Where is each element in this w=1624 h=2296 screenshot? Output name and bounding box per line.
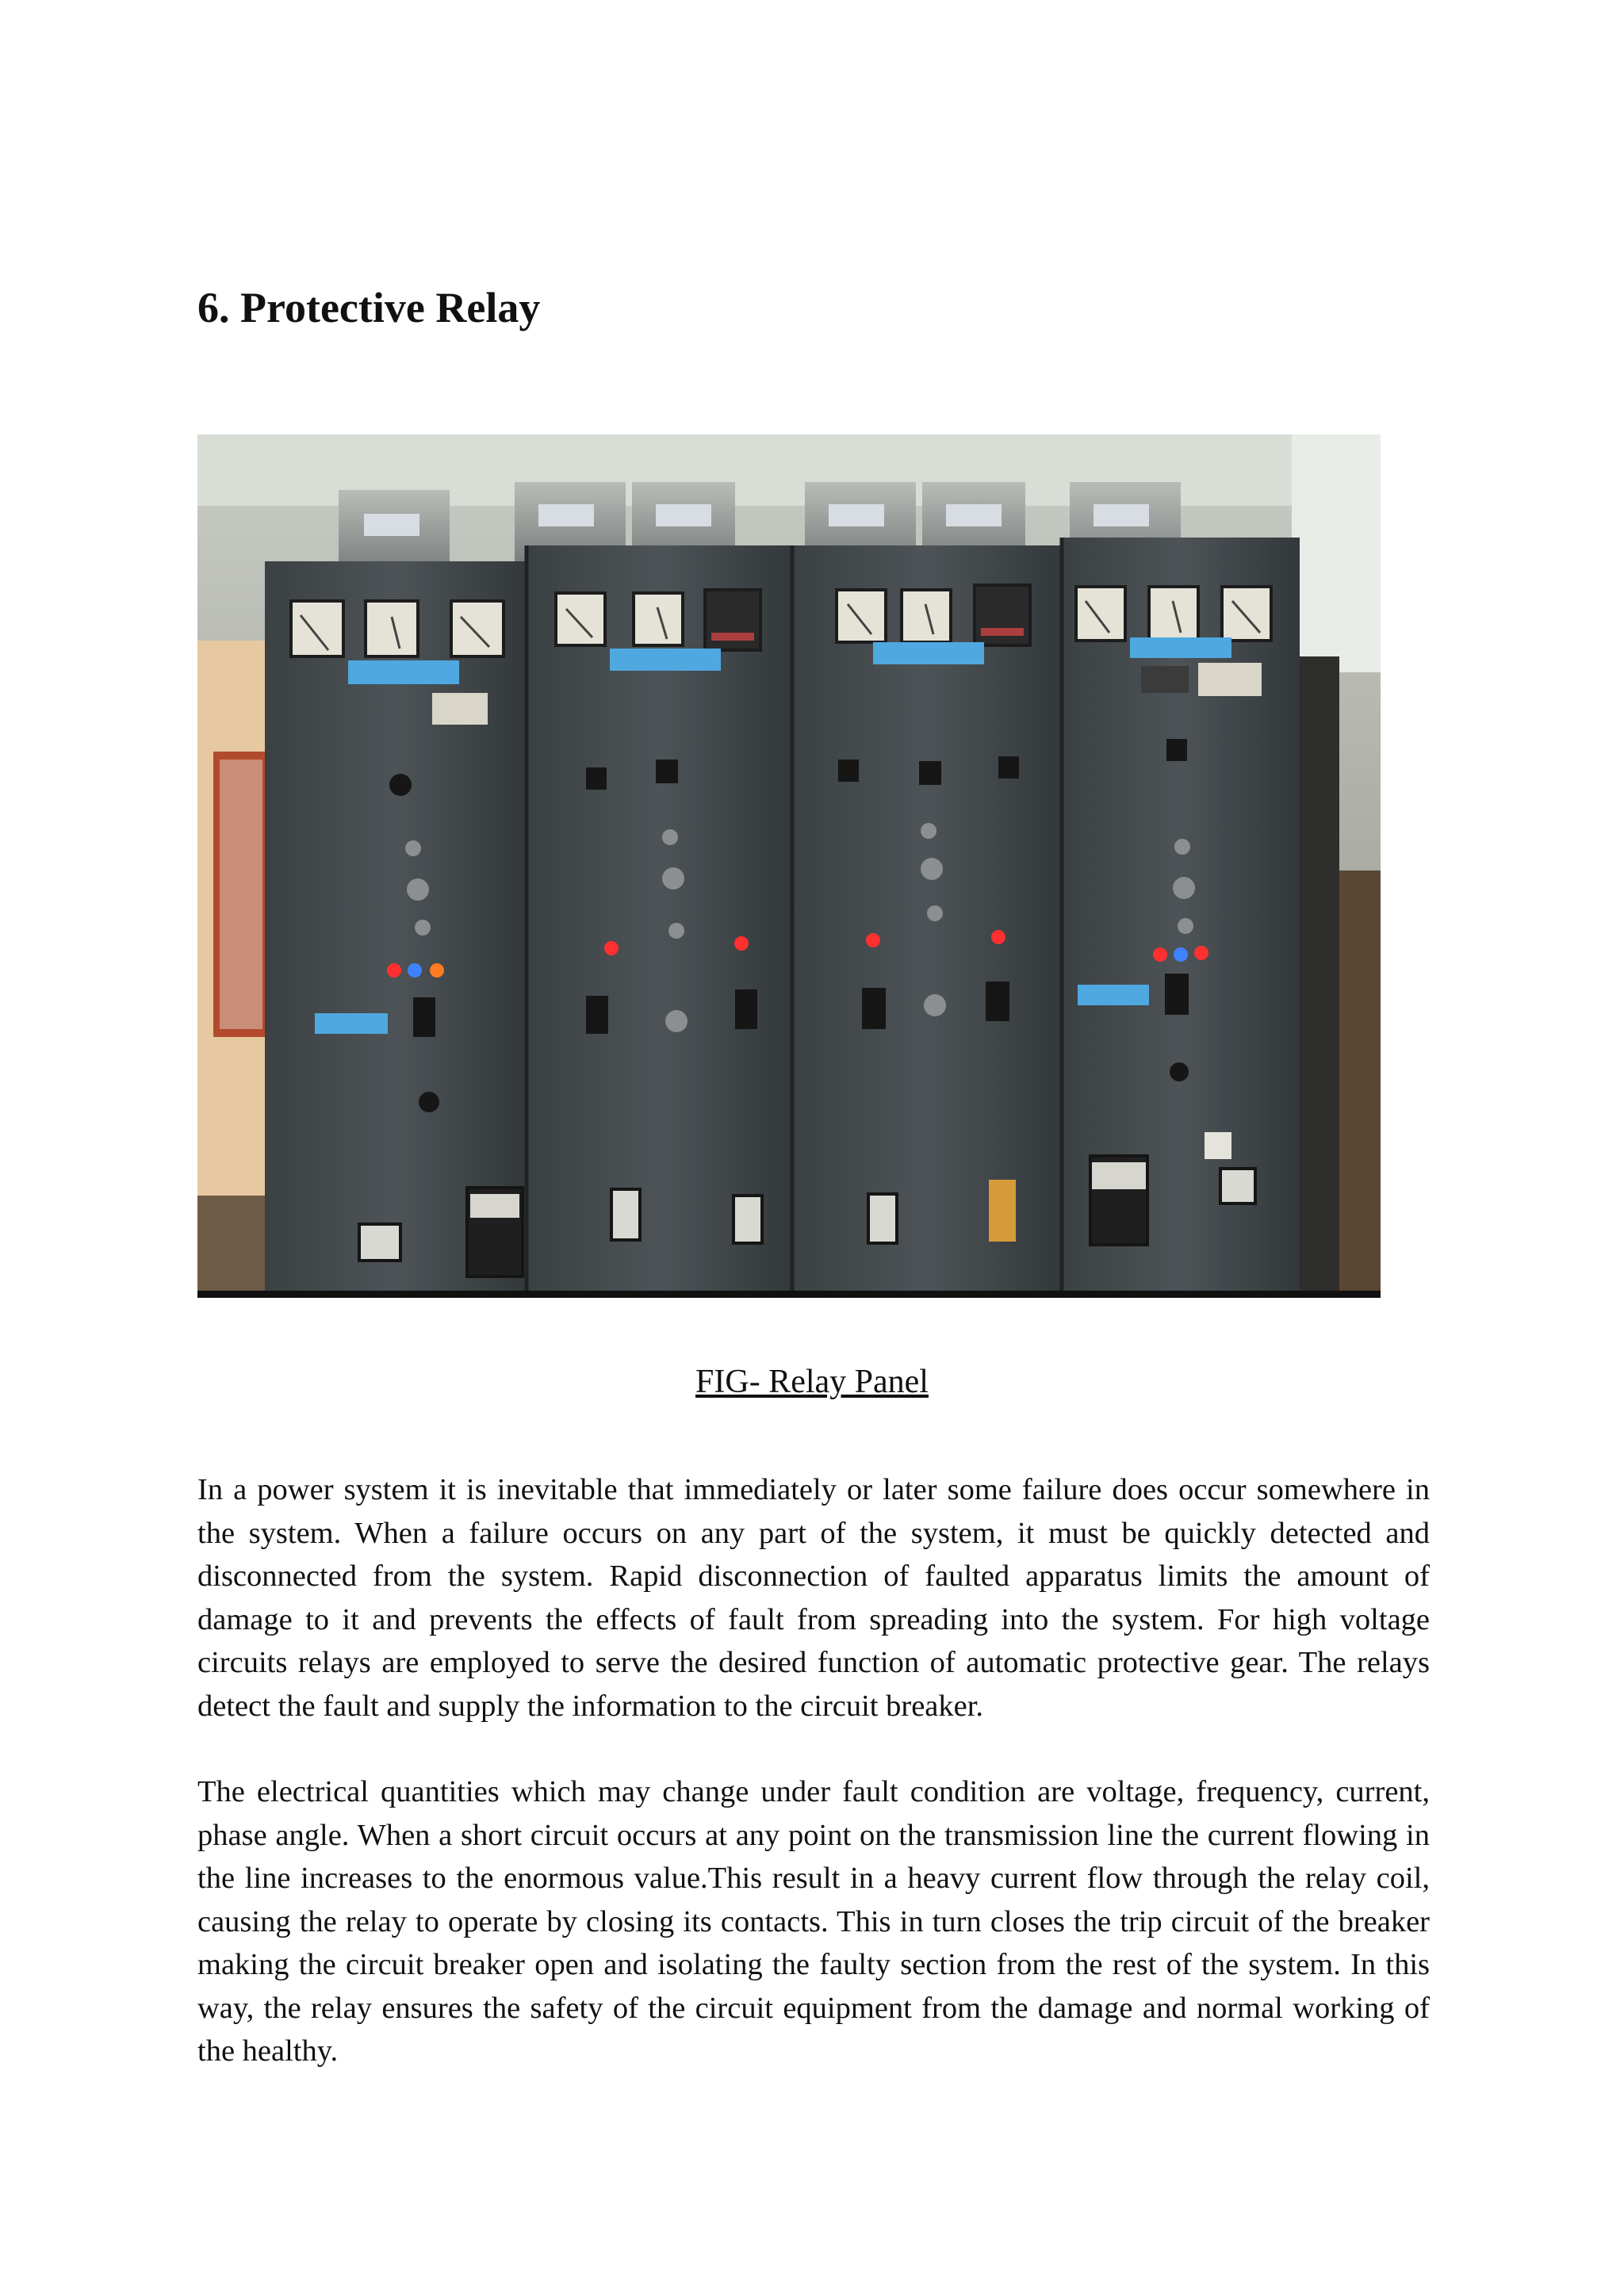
figure-rule-top (197, 1291, 1381, 1298)
section-heading: 6. Protective Relay (197, 284, 541, 331)
body-paragraph-2: The electrical quantities which may change under fault condition are voltage, frequency, current, phase angle. When a short circuit occurs at any point on the transmission line the current flowing in the line increases to the enormous value.This result in a heavy current flow through the relay coil, causing the relay to operate by closing its contacts. This in turn closes the trip circuit of the breaker making the circuit breaker open and isolating the faulty section from the rest of the system. In this way, the relay ensures the safety of the circuit equipment from the damage and normal working of the healthy. (197, 1775, 1430, 2068)
body-paragraph-1: In a power system it is inevitable that immediately or later some failure does occur somewhere in the system. When a failure occurs on any part of the system, it must be quickly detected and disconnected from the system. Rapid disconnection of faulted apparatus limits the amount of damage to it and prevents the effects of fault from spreading into the system. For high voltage circuits relays are employed to serve the desired function of automatic protective gear. The relays detect the fault and supply the information to the circuit breaker. (197, 1473, 1430, 1723)
figure-caption: FIG- Relay Panel (695, 1364, 929, 1400)
relay-panel-photo (197, 434, 1381, 1291)
